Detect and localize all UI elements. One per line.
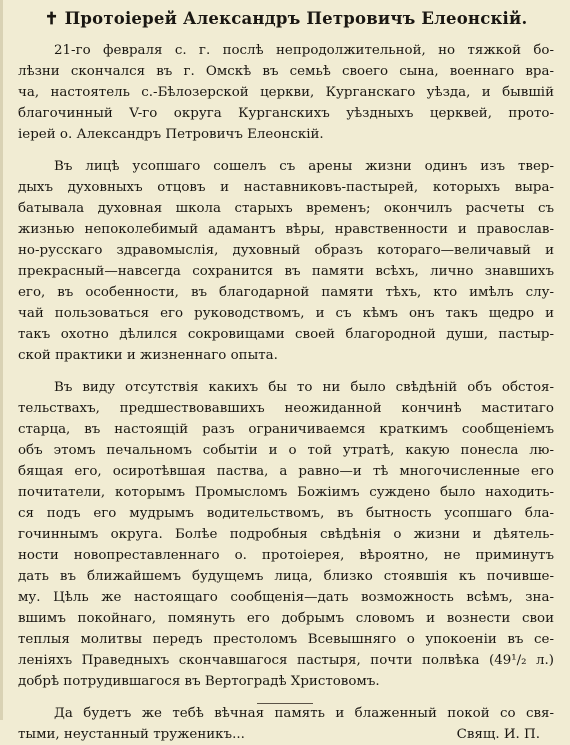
article-title-text: Протоіерей Александръ Петровичъ Елеонскій. bbox=[64, 9, 528, 28]
text-line: іерей о. Александръ Петровичъ Елеонскій. bbox=[18, 127, 324, 142]
text-line: бящая его, осиротѣвшая паства, а равно—и тѣ многочисленные его bbox=[18, 464, 554, 479]
text-line: ской практики и жизненнаго опыта. bbox=[18, 348, 278, 363]
text-line: добрѣ потрудившагося въ Вертоградѣ Христовомъ. bbox=[18, 674, 380, 689]
closing-text: тыми, неустанный труженикъ... bbox=[18, 727, 245, 742]
text-line: Въ виду отсутствія какихъ бы то ни было свѣдѣній объ обстоя- bbox=[54, 380, 554, 395]
text-line: дыхъ духовныхъ отцовъ и наставниковъ-пастырей, которыхъ выра- bbox=[18, 180, 554, 195]
page-edge bbox=[0, 0, 3, 720]
text-line: жизнью непоколебимый адамантъ вѣры, нравственности и православ- bbox=[18, 222, 554, 237]
end-rule bbox=[257, 703, 313, 704]
text-line: батывала духовная школа старыхъ временъ; окончилъ расчеты съ bbox=[18, 201, 554, 216]
text-line: ся подъ его мудрымъ водительствомъ, въ бытность усопшаго бла- bbox=[18, 506, 554, 521]
text-line: но-русскаго здравомыслія, духовный образъ котораго—величавый и bbox=[18, 243, 554, 258]
text-line: му. Цѣль же настоящаго сообщенія—дать возможность всѣмъ, зна- bbox=[18, 590, 554, 605]
cross-icon: ✝ bbox=[44, 9, 59, 28]
text-line: леніяхъ Праведныхъ скончавшагося пастыря, почти полвѣка (49¹/₂ л.) bbox=[18, 653, 554, 668]
text-line: Да будетъ же тебѣ вѣчная память и блаженный покой со свя- bbox=[54, 706, 554, 721]
signature: Свящ. И. П. bbox=[456, 727, 540, 742]
text-line: дать въ ближайшемъ будущемъ лица, близко стоявшія къ почивше- bbox=[18, 569, 554, 584]
paragraph-4 bbox=[18, 703, 554, 745]
text-line: 21-го февраля с. г. послѣ непродолжительной, но тяжкой бо- bbox=[54, 43, 554, 58]
paragraph-3 bbox=[18, 377, 554, 692]
text-line: лѣзни скончался въ г. Омскѣ въ семьѣ своего сына, военнаго вра- bbox=[18, 64, 554, 79]
text-line: Въ лицѣ усопшаго сошелъ съ арены жизни одинъ изъ твер- bbox=[54, 159, 554, 174]
text-line: чай пользоваться его руководствомъ, и съ кѣмъ онъ такъ щедро и bbox=[18, 306, 554, 321]
text-line: благочинный V-го округа Курганскихъ уѣздныхъ церквей, прото- bbox=[18, 106, 554, 121]
text-line: ча, настоятель с.-Бѣлозерской церкви, Курганскаго уѣзда, и бывшій bbox=[18, 85, 554, 100]
text-line: вшимъ покойнаго, помянуть его добрымъ словомъ и вознести свои bbox=[18, 611, 554, 626]
text-line: объ этомъ печальномъ событіи и о той утратѣ, какую понесла лю- bbox=[18, 443, 554, 458]
text-line: ности новопреставленнаго о. протоіерея, вѣроятно, не приминутъ bbox=[18, 548, 554, 563]
text-line: такъ охотно дѣлился сокровищами своей благородной души, пастыр- bbox=[18, 327, 554, 342]
closing-line bbox=[18, 724, 554, 745]
text-line: тельствахъ, предшествовавшихъ неожиданной кончинѣ маститаго bbox=[18, 401, 554, 416]
text-line: гочиннымъ округа. Болѣе подробныя свѣдѣнія о жизни и дѣятель- bbox=[18, 527, 554, 542]
text-line: его, въ особенности, въ благодарной памяти тѣхъ, кто имѣлъ слу- bbox=[18, 285, 554, 300]
paragraph-1 bbox=[18, 40, 554, 145]
text-line: почитатели, которымъ Промысломъ Божіимъ суждено было находить- bbox=[18, 485, 554, 500]
text-line: прекрасный—навсегда сохранится въ памяти всѣхъ, лично знавшихъ bbox=[18, 264, 554, 279]
paragraph-2 bbox=[18, 156, 554, 366]
text-line: старца, въ настоящій разъ ограничиваемся краткимъ сообщеніемъ bbox=[18, 422, 554, 437]
text-line: теплыя молитвы передъ престоломъ Всевышняго о упокоеніи въ се- bbox=[18, 632, 554, 647]
article-title bbox=[18, 8, 554, 30]
